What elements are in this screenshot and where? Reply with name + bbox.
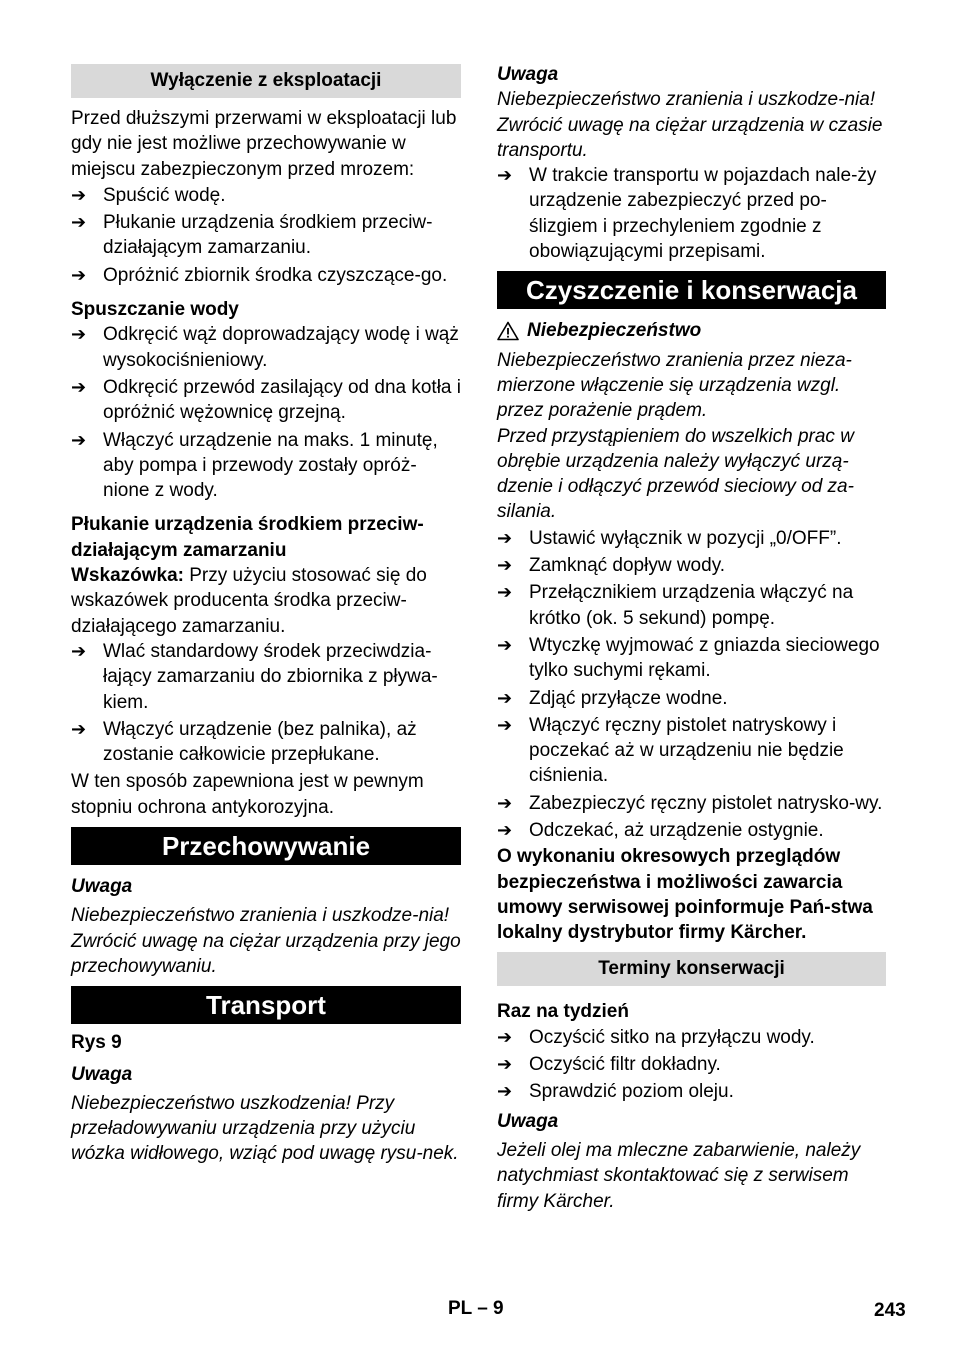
left-column [71, 62, 461, 1167]
list-item: ➔ Sprawdzić poziom oleju. [497, 1079, 886, 1104]
transport-caution-label-2: Uwaga [497, 64, 559, 85]
drain-steps [71, 322, 461, 503]
weekly-steps [497, 1025, 886, 1105]
danger-label: Niebezpieczeństwo [527, 320, 702, 342]
list-item: ➔ Ustawić wyłącznik w pozycji „0/OFF”. [497, 526, 886, 551]
note-text: Przy użyciu stosować się do wskazówek producenta środka przeciw-działającego zamarzaniu. [71, 565, 427, 637]
arrow-right-icon: ➔ [497, 1081, 513, 1102]
list-item: ➔ Spuścić wodę. [71, 183, 461, 208]
arrow-right-icon: ➔ [71, 264, 87, 285]
list-item: ➔ Zabezpieczyć ręczny pistolet natrysko-wy. [497, 791, 886, 816]
list-item: ➔ Oczyścić sitko na przyłączu wody. [497, 1025, 886, 1050]
antifreeze-note [71, 563, 461, 639]
arrow-right-icon: ➔ [71, 212, 87, 233]
arrow-right-icon: ➔ [497, 165, 513, 186]
arrow-right-icon: ➔ [497, 820, 513, 841]
decommission-steps [71, 183, 461, 288]
arrow-right-icon: ➔ [497, 687, 513, 708]
arrow-right-icon: ➔ [71, 429, 87, 450]
arrow-right-icon: ➔ [497, 1026, 513, 1047]
arrow-right-icon: ➔ [497, 555, 513, 576]
antifreeze-outro: W ten sposób zapewniona jest w pewnym stopniu ochrona antykorozyjna. [71, 771, 424, 818]
oil-caution-text: Jeżeli olej ma mleczne zabarwienie, należy natychmiast skontaktować się z serwisem firmy Kärcher. [497, 1139, 861, 1212]
list-item: ➔ Włączyć urządzenie (bez palnika), aż zostanie całkowicie przepłukane. [71, 718, 417, 766]
section-heading-intervals: Terminy konserwacji [497, 952, 886, 986]
warning-triangle-icon [497, 321, 519, 341]
arrow-right-icon: ➔ [71, 376, 87, 397]
storage-caution-label: Uwaga [71, 876, 133, 898]
decommission-intro: Przed dłuższymi przerwami w eksploatacji lub gdy nie jest możliwe przechowywanie w miejscu zabezpieczonym przed mrozem: [71, 108, 457, 180]
oil-caution-label: Uwaga [497, 1110, 559, 1132]
footer-language-page: PL – 9 [448, 1298, 504, 1319]
figure-reference: Rys 9 [71, 1032, 122, 1054]
note-label: Wskazówka: [71, 565, 184, 587]
antifreeze-steps [71, 639, 461, 767]
list-item: ➔ Zamknąć dopływ wody. [497, 553, 886, 578]
arrow-right-icon: ➔ [71, 324, 87, 345]
transport-caution-text-2: Niebezpieczeństwo zranienia i uszkodze-nia! Zwrócić uwagę na ciężar urządzenia w czasie transportu. [497, 89, 883, 161]
section-heading-transport: Transport [71, 986, 461, 1024]
danger-text-2: Przed przystąpieniem do wszelkich prac w obrębie urządzenia należy wyłączyć urzą-dzenie i odłączyć przewód sieciowy od za-silania. [497, 425, 854, 523]
danger-text-1: Niebezpieczeństwo zranienia przez nieza-mierzone włączenie się urządzenia wzgl. przez porażenie prądem. [497, 349, 852, 422]
service-info-paragraph: O wykonaniu okresowych przeglądów bezpieczeństwa i możliwości zawarcia umowy serwisowej poinformuje Pań-stwa lokalny dystrybutor firmy Kärcher. [497, 846, 873, 944]
subheading-antifreeze: Płukanie urządzenia środkiem przeciw-działającym zamarzaniu [71, 514, 424, 561]
subheading-weekly: Raz na tydzień [497, 1000, 629, 1022]
list-item: ➔ Wlać standardowy środek przeciwdzia-łający zamarzaniu do zbiornika z pływa-kiem. [71, 640, 438, 713]
section-heading-decommission: Wyłączenie z eksploatacji [71, 64, 461, 98]
arrow-right-icon: ➔ [497, 1054, 513, 1075]
transport-caution-label: Uwaga [71, 1063, 133, 1085]
subheading-drain: Spuszczanie wody [71, 299, 239, 321]
footer-page-number: 243 [874, 1300, 906, 1321]
arrow-right-icon: ➔ [71, 718, 87, 739]
list-item: ➔ Odkręcić wąż doprowadzający wodę i wąż wysokociśnieniowy. [71, 324, 459, 371]
arrow-right-icon: ➔ [71, 184, 87, 205]
arrow-right-icon: ➔ [71, 640, 87, 661]
right-column [497, 62, 886, 1214]
list-item: ➔ Opróżnić zbiornik środka czyszczące-go. [71, 263, 461, 288]
list-item: ➔ Włączyć urządzenie na maks. 1 minutę, aby pompa i przewody zostały opróż-nione z wody. [71, 429, 438, 502]
section-heading-storage: Przechowywanie [71, 827, 461, 865]
list-item: ➔ Płukanie urządzenia środkiem przeciw-działającym zamarzaniu. [71, 212, 433, 259]
cleaning-steps [497, 526, 886, 844]
list-item: ➔ Przełącznikiem urządzenia włączyć na krótko (ok. 5 sekund) pompę. [497, 582, 854, 629]
list-item: ➔ Zdjąć przyłącze wodne. [497, 686, 886, 711]
arrow-right-icon: ➔ [497, 714, 513, 735]
section-heading-cleaning: Czyszczenie i konserwacja [497, 271, 886, 309]
list-item: ➔ Oczyścić filtr dokładny. [497, 1052, 886, 1077]
list-item: ➔ Wtyczkę wyjmować z gniazda sieciowego tylko suchymi rękami. [497, 634, 880, 682]
list-item: ➔ Odczekać, aż urządzenie ostygnie. [497, 818, 886, 843]
list-item: ➔ Włączyć ręczny pistolet natryskowy i poczekać aż w urządzeniu nie będzie ciśnienia. [497, 714, 844, 787]
list-item: ➔ W trakcie transportu w pojazdach nale-ży urządzenie zabezpieczyć przed po-ślizgiem i przechyleniem zgodnie z obowiązującymi przepisami. [497, 165, 877, 263]
transport-steps [497, 163, 886, 264]
danger-heading [497, 318, 886, 343]
arrow-right-icon: ➔ [497, 634, 513, 655]
arrow-right-icon: ➔ [497, 582, 513, 603]
arrow-right-icon: ➔ [497, 527, 513, 548]
list-item: ➔ Odkręcić przewód zasilający od dna kotła i opróżnić wężownicę grzejną. [71, 376, 462, 424]
arrow-right-icon: ➔ [497, 792, 513, 813]
storage-caution-text: Niebezpieczeństwo zranienia i uszkodze-nia! Zwrócić uwagę na ciężar urządzenia przy jego przechowywaniu. [71, 905, 461, 977]
transport-caution-text: Niebezpieczeństwo uszkodzenia! Przy przeładowywaniu urządzenia przy użyciu wózka widłowego, wziąć pod uwagę rysu-nek. [71, 1092, 459, 1165]
